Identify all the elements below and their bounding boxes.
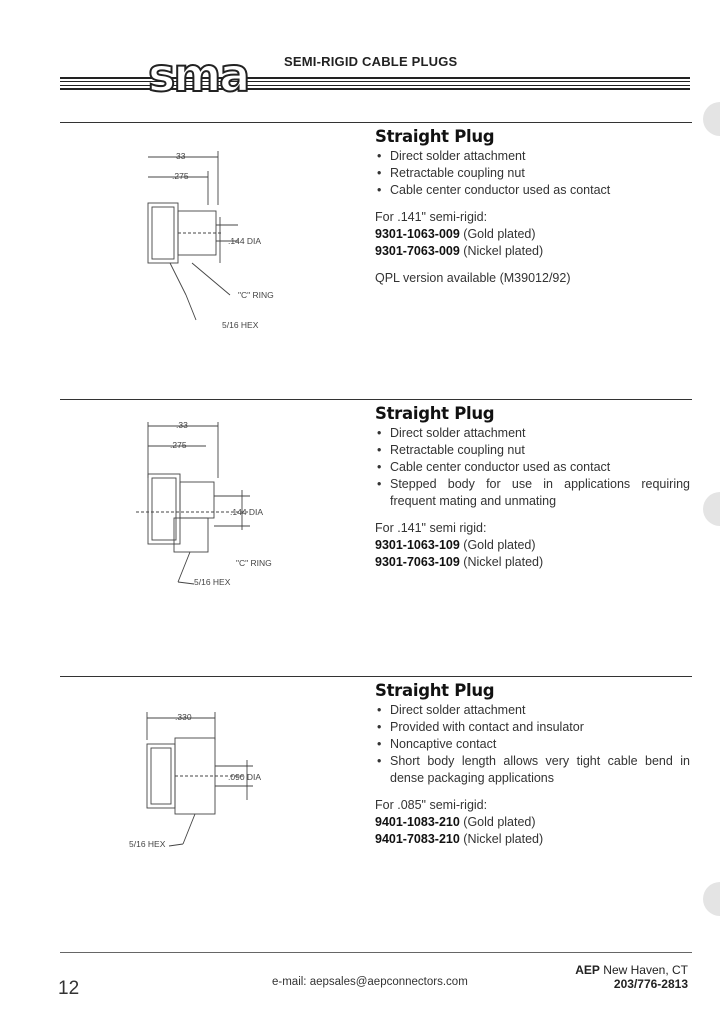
part-row bbox=[375, 243, 690, 260]
dim-dia-label: .144 DIA bbox=[230, 507, 264, 517]
list-item: • Noncaptive contact bbox=[375, 736, 690, 753]
company-name: AEP bbox=[575, 963, 600, 977]
cable-size-line: For .141" semi rigid: bbox=[375, 521, 487, 535]
product-section-2 bbox=[375, 404, 690, 571]
cable-size-line: For .085" semi-rigid: bbox=[375, 798, 488, 812]
sma-logo: sma bbox=[148, 48, 249, 102]
section-divider bbox=[60, 122, 692, 123]
hex-label: 5/16 HEX bbox=[194, 577, 231, 587]
feature-list bbox=[375, 148, 690, 199]
page-number: 12 bbox=[58, 978, 80, 999]
part-row bbox=[375, 537, 690, 554]
list-item: • Direct solder attachment bbox=[375, 702, 690, 719]
binder-hole-middle bbox=[703, 492, 720, 526]
list-item: • Cable center conductor used as contact bbox=[375, 182, 690, 199]
binder-hole-top bbox=[703, 102, 720, 136]
company-block bbox=[575, 963, 688, 991]
dim-inner-label: .275 bbox=[170, 440, 187, 450]
cable-size-line: For .141" semi-rigid: bbox=[375, 210, 488, 224]
product-section-3 bbox=[375, 681, 690, 848]
plug-drawing-3 bbox=[125, 708, 275, 858]
dim-overall-label: 33 bbox=[176, 151, 186, 161]
list-item: • Retractable coupling nut bbox=[375, 165, 690, 182]
company-phone: 203/776-2813 bbox=[613, 977, 688, 991]
list-item: • Provided with contact and insulator bbox=[375, 719, 690, 736]
part-finish: (Gold plated) bbox=[463, 815, 536, 829]
feature-list bbox=[375, 425, 690, 510]
section-divider bbox=[60, 399, 692, 400]
part-row bbox=[375, 814, 690, 831]
dim-dia-label: .144 DIA bbox=[228, 236, 262, 246]
part-finish: (Gold plated) bbox=[463, 227, 536, 241]
dim-overall-label: .33 bbox=[176, 420, 188, 430]
hex-label: 5/16 HEX bbox=[222, 320, 259, 330]
contact-email[interactable]: e-mail: aepsales@aepconnectors.com bbox=[272, 976, 468, 988]
list-item: • Short body length allows very tight cable bend in dense packaging applications bbox=[375, 753, 690, 787]
product-title: Straight Plug bbox=[375, 127, 495, 146]
hex-label: 5/16 HEX bbox=[129, 839, 166, 849]
part-finish: (Nickel plated) bbox=[463, 555, 544, 569]
list-item: • Direct solder attachment bbox=[375, 148, 690, 165]
product-title: Straight Plug bbox=[375, 404, 495, 423]
part-number: 9301-7063-009 bbox=[375, 244, 460, 258]
part-number: 9301-7063-109 bbox=[375, 555, 460, 569]
list-item: • Cable center conductor used as contact bbox=[375, 459, 690, 476]
part-number: 9401-7083-210 bbox=[375, 832, 460, 846]
feature-list bbox=[375, 702, 690, 787]
part-row bbox=[375, 226, 690, 243]
part-number: 9301-1063-109 bbox=[375, 538, 460, 552]
list-item: • Retractable coupling nut bbox=[375, 442, 690, 459]
plug-drawing-1 bbox=[130, 145, 300, 340]
list-item: • Stepped body for use in applications requiring frequent mating and unmating bbox=[375, 476, 690, 510]
page-title: SEMI-RIGID CABLE PLUGS bbox=[284, 54, 458, 69]
product-section-1 bbox=[375, 127, 690, 287]
plug-drawing-2 bbox=[130, 418, 300, 593]
part-row bbox=[375, 554, 690, 571]
part-number: 9401-1083-210 bbox=[375, 815, 460, 829]
part-number: 9301-1063-009 bbox=[375, 227, 460, 241]
footer-divider bbox=[60, 952, 692, 953]
part-finish: (Gold plated) bbox=[463, 538, 536, 552]
c-ring-label: "C" RING bbox=[236, 558, 272, 568]
binder-hole-bottom bbox=[703, 882, 720, 916]
dim-dia-label: .090 DIA bbox=[228, 772, 262, 782]
part-finish: (Nickel plated) bbox=[463, 832, 544, 846]
dim-overall-label: .330 bbox=[175, 712, 192, 722]
list-item: • Direct solder attachment bbox=[375, 425, 690, 442]
product-title: Straight Plug bbox=[375, 681, 495, 700]
part-row bbox=[375, 831, 690, 848]
company-city: New Haven, CT bbox=[603, 963, 688, 977]
c-ring-label: "C" RING bbox=[238, 290, 274, 300]
section-divider bbox=[60, 676, 692, 677]
dim-inner-label: .275 bbox=[172, 171, 189, 181]
qpl-note: QPL version available (M39012/92) bbox=[375, 271, 571, 285]
part-finish: (Nickel plated) bbox=[463, 244, 544, 258]
